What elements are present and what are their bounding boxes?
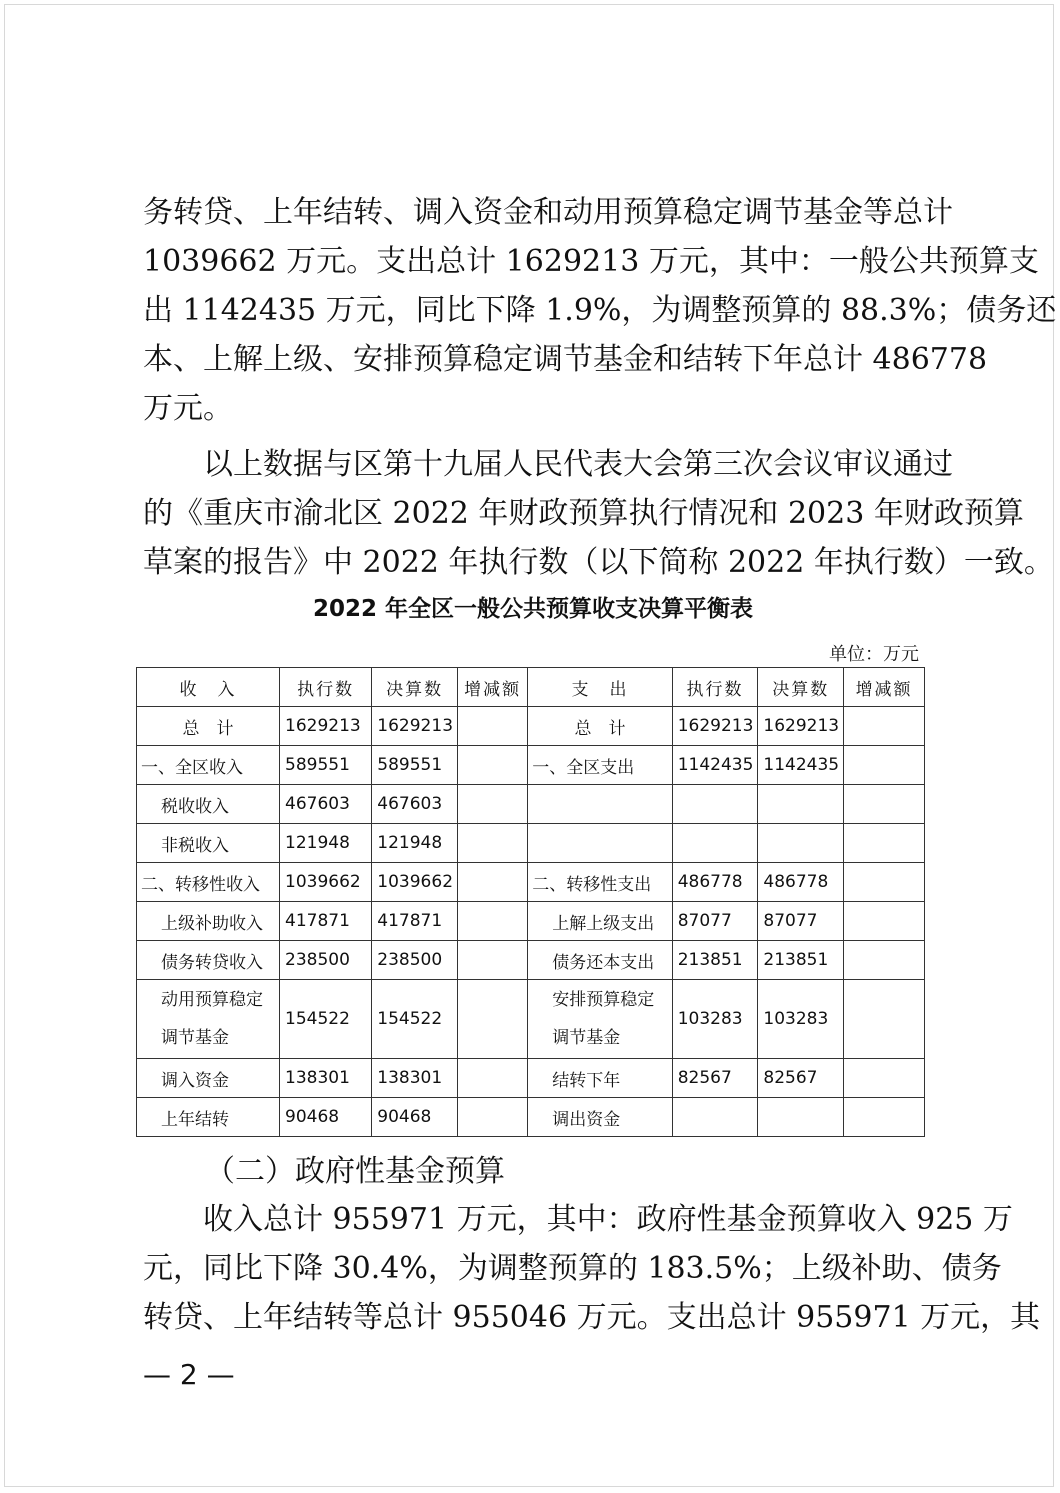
text-line: 以上数据与区第十九届人民代表大会第三次会议审议通过 <box>203 447 953 482</box>
table-row <box>137 707 925 746</box>
paragraph-data-consistency <box>143 440 1054 587</box>
table-cell <box>458 746 528 785</box>
text-line: 务转贷、上年结转、调入资金和动用预算稳定调节基金等总计 <box>143 195 953 230</box>
table-cell: 动用预算稳定调节基金 <box>137 980 280 1059</box>
table-cell: 417871 <box>280 902 372 941</box>
header-cell: 执行数 <box>672 668 758 707</box>
table-cell <box>844 980 925 1059</box>
table-cell: 调入资金 <box>137 1059 280 1098</box>
table-cell: 90468 <box>372 1098 458 1137</box>
table-cell <box>844 707 925 746</box>
table-row <box>137 902 925 941</box>
table-cell <box>458 785 528 824</box>
table-cell: 税收收入 <box>137 785 280 824</box>
table-cell: 1629213 <box>280 707 372 746</box>
table-row <box>137 1098 925 1137</box>
table-cell <box>844 746 925 785</box>
text-line: 本、上解上级、安排预算稳定调节基金和结转下年总计 486778 <box>143 342 988 377</box>
table-cell <box>458 980 528 1059</box>
section-heading: （二）政府性基金预算 <box>205 1154 505 1189</box>
table-cell: 总 计 <box>528 707 672 746</box>
table-cell <box>672 785 758 824</box>
table-cell: 1142435 <box>758 746 844 785</box>
table-cell: 调出资金 <box>528 1098 672 1137</box>
table-cell <box>458 1098 528 1137</box>
header-cell: 执行数 <box>280 668 372 707</box>
table-cell: 非税收入 <box>137 824 280 863</box>
text-line: 元，同比下降 30.4%，为调整预算的 183.5%；上级补助、债务 <box>143 1251 1002 1286</box>
table-cell: 87077 <box>758 902 844 941</box>
table-cell: 103283 <box>672 980 758 1059</box>
table-cell: 结转下年 <box>528 1059 672 1098</box>
table-cell <box>844 1098 925 1137</box>
header-cell: 决算数 <box>372 668 458 707</box>
table-row <box>137 824 925 863</box>
header-cell: 决算数 <box>758 668 844 707</box>
table-cell <box>844 785 925 824</box>
table-cell: 82567 <box>672 1059 758 1098</box>
table-title: 2022 年全区一般公共预算收支决算平衡表 <box>312 596 754 622</box>
table-cell: 121948 <box>280 824 372 863</box>
text-line: 1039662 万元。支出总计 1629213 万元，其中：一般公共预算支 <box>143 244 1039 279</box>
table-cell <box>844 941 925 980</box>
table-cell: 154522 <box>372 980 458 1059</box>
table-cell <box>672 824 758 863</box>
table-cell: 589551 <box>280 746 372 785</box>
table-cell <box>844 1059 925 1098</box>
budget-balance-table <box>136 667 925 1137</box>
table-row <box>137 746 925 785</box>
table-cell <box>844 824 925 863</box>
table-cell: 上年结转 <box>137 1098 280 1137</box>
table-cell <box>672 1098 758 1137</box>
table-cell <box>758 824 844 863</box>
header-cell: 增减额 <box>458 668 528 707</box>
table-cell: 121948 <box>372 824 458 863</box>
table-cell: 二、转移性收入 <box>137 863 280 902</box>
table-cell: 138301 <box>280 1059 372 1098</box>
table-cell: 154522 <box>280 980 372 1059</box>
table-cell: 417871 <box>372 902 458 941</box>
table-cell <box>528 785 672 824</box>
table-row <box>137 1059 925 1098</box>
table-cell: 486778 <box>758 863 844 902</box>
page-number: — 2 — <box>143 1358 235 1391</box>
table-cell: 一、全区支出 <box>528 746 672 785</box>
table-cell: 二、转移性支出 <box>528 863 672 902</box>
table-cell: 上解上级支出 <box>528 902 672 941</box>
text-line: 的《重庆市渝北区 2022 年财政预算执行情况和 2023 年财政预算 <box>143 496 1024 531</box>
table-cell: 一、全区收入 <box>137 746 280 785</box>
header-cell: 增减额 <box>844 668 925 707</box>
table-cell: 1629213 <box>758 707 844 746</box>
header-cell: 收 入 <box>137 668 280 707</box>
table-cell: 1629213 <box>672 707 758 746</box>
table-cell: 债务转贷收入 <box>137 941 280 980</box>
table-cell: 238500 <box>280 941 372 980</box>
table-cell: 总 计 <box>137 707 280 746</box>
text-line: 万元。 <box>143 391 233 426</box>
table-cell: 138301 <box>372 1059 458 1098</box>
table-cell: 1629213 <box>372 707 458 746</box>
table-cell: 1142435 <box>672 746 758 785</box>
text-line: 转贷、上年结转等总计 955046 万元。支出总计 955971 万元，其 <box>143 1300 1041 1335</box>
paragraph-revenue-summary <box>143 188 1057 433</box>
text-line: 出 1142435 万元，同比下降 1.9%，为调整预算的 88.3%；债务还 <box>143 293 1057 328</box>
table-cell <box>458 941 528 980</box>
table-cell: 安排预算稳定调节基金 <box>528 980 672 1059</box>
table-cell <box>758 1098 844 1137</box>
table-unit-label: 单位：万元 <box>829 644 919 665</box>
table-cell <box>528 824 672 863</box>
table-cell: 债务还本支出 <box>528 941 672 980</box>
table-cell: 467603 <box>280 785 372 824</box>
text-line: 收入总计 955971 万元，其中：政府性基金预算收入 925 万 <box>203 1202 1013 1237</box>
table-cell: 486778 <box>672 863 758 902</box>
table-row <box>137 863 925 902</box>
table-cell <box>458 902 528 941</box>
table-cell <box>458 1059 528 1098</box>
table-cell: 589551 <box>372 746 458 785</box>
table-cell <box>844 902 925 941</box>
text-line: 草案的报告》中 2022 年执行数（以下简称 2022 年执行数）一致。 <box>143 545 1054 580</box>
table-cell <box>458 824 528 863</box>
table-cell <box>844 863 925 902</box>
table-cell: 1039662 <box>372 863 458 902</box>
table-cell <box>458 863 528 902</box>
table-cell: 467603 <box>372 785 458 824</box>
table-cell: 213851 <box>758 941 844 980</box>
table-cell: 1039662 <box>280 863 372 902</box>
table-row <box>137 785 925 824</box>
table-row <box>137 941 925 980</box>
table-cell: 103283 <box>758 980 844 1059</box>
table-header-row <box>137 668 925 707</box>
table-cell: 238500 <box>372 941 458 980</box>
table-row <box>137 980 925 1059</box>
table-cell: 上级补助收入 <box>137 902 280 941</box>
table-cell: 82567 <box>758 1059 844 1098</box>
paragraph-fund-budget <box>143 1195 1041 1342</box>
table-cell: 213851 <box>672 941 758 980</box>
table-cell: 90468 <box>280 1098 372 1137</box>
header-cell: 支 出 <box>528 668 672 707</box>
table-cell <box>458 707 528 746</box>
table-cell <box>758 785 844 824</box>
table-cell: 87077 <box>672 902 758 941</box>
